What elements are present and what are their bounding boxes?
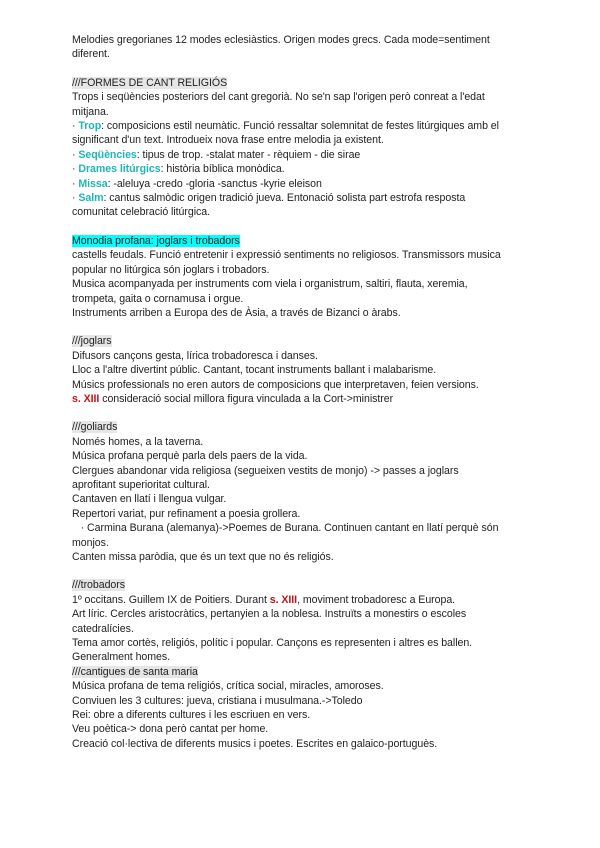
section-heading-trobadors bbox=[72, 578, 532, 592]
spacer bbox=[72, 406, 532, 420]
paragraph-line: Lloc a l'altre divertint públic. Cantant, tocant instruments ballant i malabarisme. bbox=[72, 364, 437, 377]
paragraph-line: Instruments arriben a Europa des de Àsia, a través de Bizanci o àrabs. bbox=[72, 306, 401, 319]
paragraph-line: Conviuen les 3 cultures: jueva, cristiana i musulmana.->Toledo bbox=[72, 694, 363, 707]
definition-text: : tipus de trop. -stalat mater - rèquiem - die sirae bbox=[136, 148, 361, 161]
section-heading-monodia bbox=[72, 234, 532, 248]
paragraph-line: Canten missa paròdia, que és un text que no és religiós. bbox=[72, 551, 334, 563]
intro-line: Melodies gregorianes 12 modes eclesiàstics. Origen modes grecs. Cada mode=sentiment bbox=[72, 34, 490, 46]
paragraph-line: monjos. bbox=[72, 536, 109, 549]
paragraph-line: popular no litúrgica són joglars i trobadors. bbox=[72, 263, 270, 276]
paragraph-line: Veu poètica-> dona però cantat per home. bbox=[72, 723, 269, 736]
section-heading-formes bbox=[72, 76, 532, 90]
intro-line: diferent. bbox=[72, 48, 110, 61]
paragraph-line bbox=[72, 593, 532, 607]
century-label: s. XIII bbox=[72, 392, 100, 405]
term-sequencies: Seqüències bbox=[78, 148, 137, 161]
paragraph-line: Tema amor cortès, religiós, polític i popular. Cançons es representen i altres es ballen. bbox=[72, 637, 473, 650]
list-item-salm bbox=[72, 191, 532, 205]
paragraph-line: trompeta, gaita o cornamusa i orgue. bbox=[72, 292, 244, 305]
heading-highlight: Monodia profana: joglars i trobadors bbox=[72, 234, 240, 247]
paragraph-line: Música profana perquè parla dels paers de la vida. bbox=[72, 450, 308, 463]
spacer bbox=[72, 320, 532, 334]
list-item-continuation: comunitat celebració litúrgica. bbox=[72, 206, 211, 219]
bullet: · bbox=[72, 120, 79, 133]
paragraph-line: Només homes, a la taverna. bbox=[72, 435, 204, 448]
bullet: · bbox=[72, 192, 79, 205]
list-item-carmina: · Carmina Burana (alemanya)->Poemes de Burana. Continuen cantant en llatí perquè són bbox=[72, 522, 499, 535]
paragraph-text: 1º occitans. Guillem IX de Poitiers. Durant bbox=[72, 593, 270, 606]
paragraph-line: mitjana. bbox=[72, 105, 109, 118]
paragraph-line bbox=[72, 392, 532, 406]
heading-highlight: ///trobadors bbox=[72, 579, 125, 592]
section-heading-cantigues bbox=[72, 665, 532, 679]
list-item-trop bbox=[72, 119, 532, 133]
list-item-sequencies bbox=[72, 148, 532, 162]
definition-text: : composicions estil neumàtic. Funció ressaltar solemnitat de festes litúrgiques amb el bbox=[101, 120, 499, 133]
paragraph-line: Creació col·lectiva de diferents musics i poetes. Escrites en galaico-portuguès. bbox=[72, 737, 438, 750]
list-item-missa bbox=[72, 177, 532, 191]
section-heading-joglars bbox=[72, 334, 532, 348]
term-drames: Drames litúrgics bbox=[78, 163, 161, 176]
paragraph-line: Musica acompanyada per instruments com viela i organistrum, saltiri, flauta, xeremia, bbox=[72, 278, 468, 291]
paragraph-line: catedralícies. bbox=[72, 622, 134, 635]
spacer bbox=[72, 220, 532, 234]
term-missa: Missa bbox=[78, 177, 108, 190]
paragraph-line: Músics professionals no eren autors de composicions que interpretaven, feien versions. bbox=[72, 378, 479, 391]
term-salm: Salm bbox=[78, 192, 104, 205]
spacer bbox=[72, 564, 532, 578]
paragraph-line: Repertori variat, pur refinament a poesia grollera. bbox=[72, 507, 301, 520]
bullet: · bbox=[72, 163, 79, 176]
paragraph-line: Rei: obre a diferents cultures i les escriuen en vers. bbox=[72, 709, 311, 722]
heading-highlight: ///cantigues de santa maria bbox=[72, 665, 198, 678]
century-label: s. XIII bbox=[269, 593, 298, 606]
heading-highlight: ///joglars bbox=[72, 335, 112, 348]
paragraph-line: Generalment homes. bbox=[72, 651, 171, 664]
section-heading-goliards bbox=[72, 420, 532, 434]
term-trop: Trop bbox=[78, 120, 102, 133]
list-item-continuation: significant d'un text. Introdueix nova frase entre melodia ja existent. bbox=[72, 134, 384, 147]
paragraph-text: , moviment trobadoresc a Europa. bbox=[297, 593, 456, 606]
bullet: · bbox=[72, 177, 79, 190]
paragraph-line: aprofitant superioritat cultural. bbox=[72, 478, 210, 491]
paragraph-line: Difusors cançons gesta, lírica trobadoresca i danses. bbox=[72, 349, 318, 362]
paragraph-line: castells feudals. Funció entretenir i expressió sentiments no religiosos. Transmissors musica bbox=[72, 249, 501, 262]
paragraph-line: Clergues abandonar vida religiosa (segueixen vestits de monjo) -> passes a joglars bbox=[72, 464, 459, 477]
definition-text: : història bíblica monòdica. bbox=[160, 163, 285, 176]
paragraph-line: Música profana de tema religiós, crítica social, miracles, amoroses. bbox=[72, 680, 384, 693]
paragraph-line: Cantaven en llatí i llengua vulgar. bbox=[72, 493, 227, 506]
heading-highlight: ///goliards bbox=[72, 421, 118, 434]
definition-text: : -aleluya -credo -gloria -sanctus -kyrie eleison bbox=[107, 177, 322, 190]
paragraph-text: consideració social millora figura vinculada a la Cort->ministrer bbox=[99, 392, 394, 405]
document-page bbox=[72, 33, 532, 751]
list-item-drames bbox=[72, 162, 532, 176]
bullet: · bbox=[72, 148, 79, 161]
spacer bbox=[72, 62, 532, 76]
definition-text: : cantus salmòdic origen tradició jueva. Entonació solista part estrofa resposta bbox=[103, 192, 466, 205]
heading-highlight: ///FORMES DE CANT RELIGIÓS bbox=[72, 76, 228, 89]
paragraph-line: Trops i seqüències posteriors del cant gregorià. No se'n sap l'origen però conreat a l'edat bbox=[72, 91, 485, 104]
paragraph-line: Art líric. Cercles aristocràtics, pertanyien a la noblesa. Instruïts a monestirs o escoles bbox=[72, 608, 467, 621]
